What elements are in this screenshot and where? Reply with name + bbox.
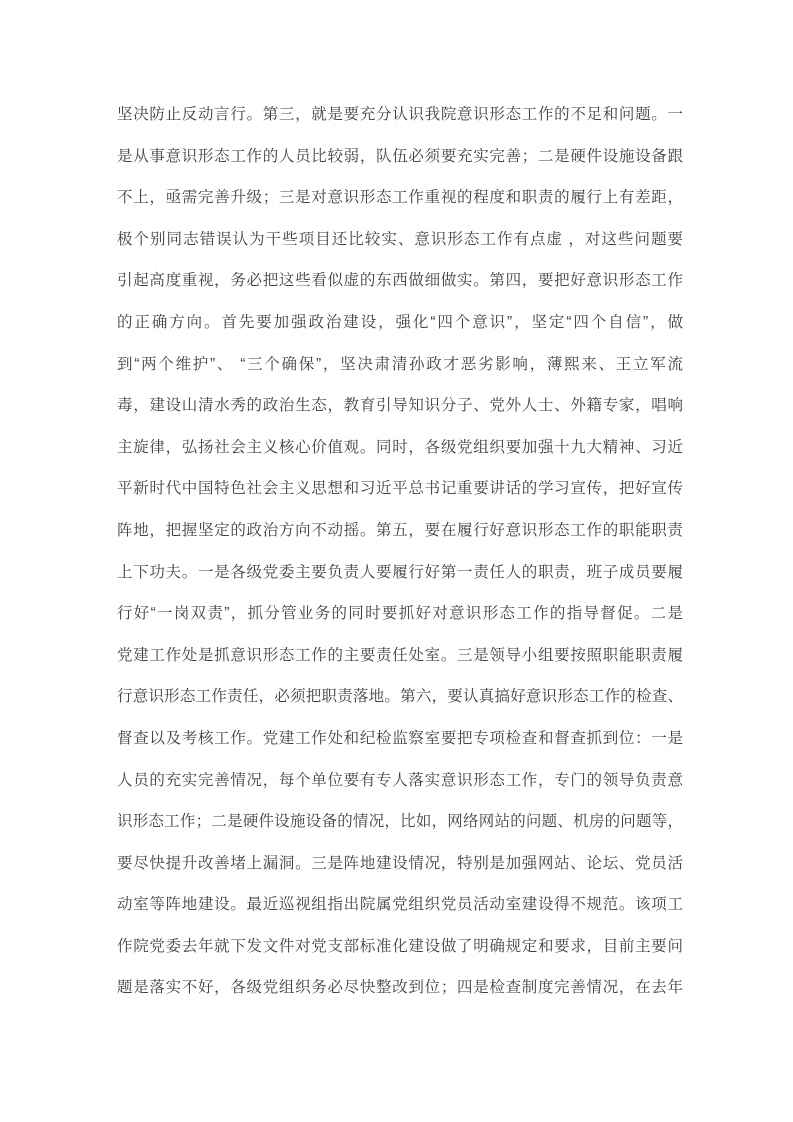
text-line: 平新时代中国特色社会主义思想和习近平总书记重要讲话的学习宣传，把好宣传 <box>117 480 683 498</box>
text-line: 动室等阵地建设。最近巡视组指出院属党组织党员活动室建设得不规范。该项工 <box>117 896 683 914</box>
text-line: 的正确方向。首先要加强政治建设，强化“四个意识”，坚定“四个自信”，做 <box>117 313 683 331</box>
text-line: 坚决防止反动言行。第三，就是要充分认识我院意识形态工作的不足和问题。一 <box>117 106 683 123</box>
text-line: 人员的充实完善情况，每个单位要有专人落实意识形态工作，专门的领导负责意 <box>117 771 683 789</box>
text-line: 不上，亟需完善升级；三是对意识形态工作重视的程度和职责的履行上有差距， <box>117 189 683 207</box>
text-line: 极个别同志错误认为干些项目还比较实、意识形态工作有点虚 ，对这些问题要 <box>117 230 683 248</box>
text-line: 要尽快提升改善堵上漏洞。三是阵地建设情况，特别是加强网站、论坛、党员活 <box>117 854 683 872</box>
text-line: 题是落实不好，各级党组织务必尽快整改到位；四是检查制度完善情况，在去年 <box>117 979 683 997</box>
text-line: 阵地，把握坚定的政治方向不动摇。第五，要在履行好意识形态工作的职能职责 <box>117 521 683 539</box>
text-line: 主旋律，弘扬社会主义核心价值观。同时，各级党组织要加强十九大精神、习近 <box>117 438 683 456</box>
paragraph <box>117 94 683 1009</box>
text-line: 引起高度重视，务必把这些看似虚的东西做细做实。第四，要把好意识形态工作 <box>117 272 683 290</box>
text-line: 行好“一岗双责”，抓分管业务的同时要抓好对意识形态工作的指导督促。二是 <box>117 605 683 623</box>
text-line: 是从事意识形态工作的人员比较弱，队伍必须要充实完善；二是硬件设施设备跟 <box>117 147 683 165</box>
text-line: 毒，建设山清水秀的政治生态，教育引导知识分子、党外人士、外籍专家，唱响 <box>117 397 683 415</box>
text-line: 到“两个维护”、 “三个确保”，坚决肃清孙政才恶劣影响，薄熙来、王立军流 <box>117 355 683 373</box>
text-line: 督查以及考核工作。党建工作处和纪检监察室要把专项检查和督查抓到位：一是 <box>117 729 683 747</box>
text-line: 行意识形态工作责任，必须把职责落地。第六，要认真搞好意识形态工作的检查、 <box>117 688 683 706</box>
text-line: 识形态工作；二是硬件设施设备的情况，比如，网络网站的问题、机房的问题等， <box>117 813 683 831</box>
text-line: 上下功夫。一是各级党委主要负责人要履行好第一责任人的职责，班子成员要履 <box>117 563 683 581</box>
text-line: 作院党委去年就下发文件对党支部标准化建设做了明确规定和要求，目前主要问 <box>117 937 683 955</box>
text-line: 党建工作处是抓意识形态工作的主要责任处室。三是领导小组要按照职能职责履 <box>117 646 683 664</box>
